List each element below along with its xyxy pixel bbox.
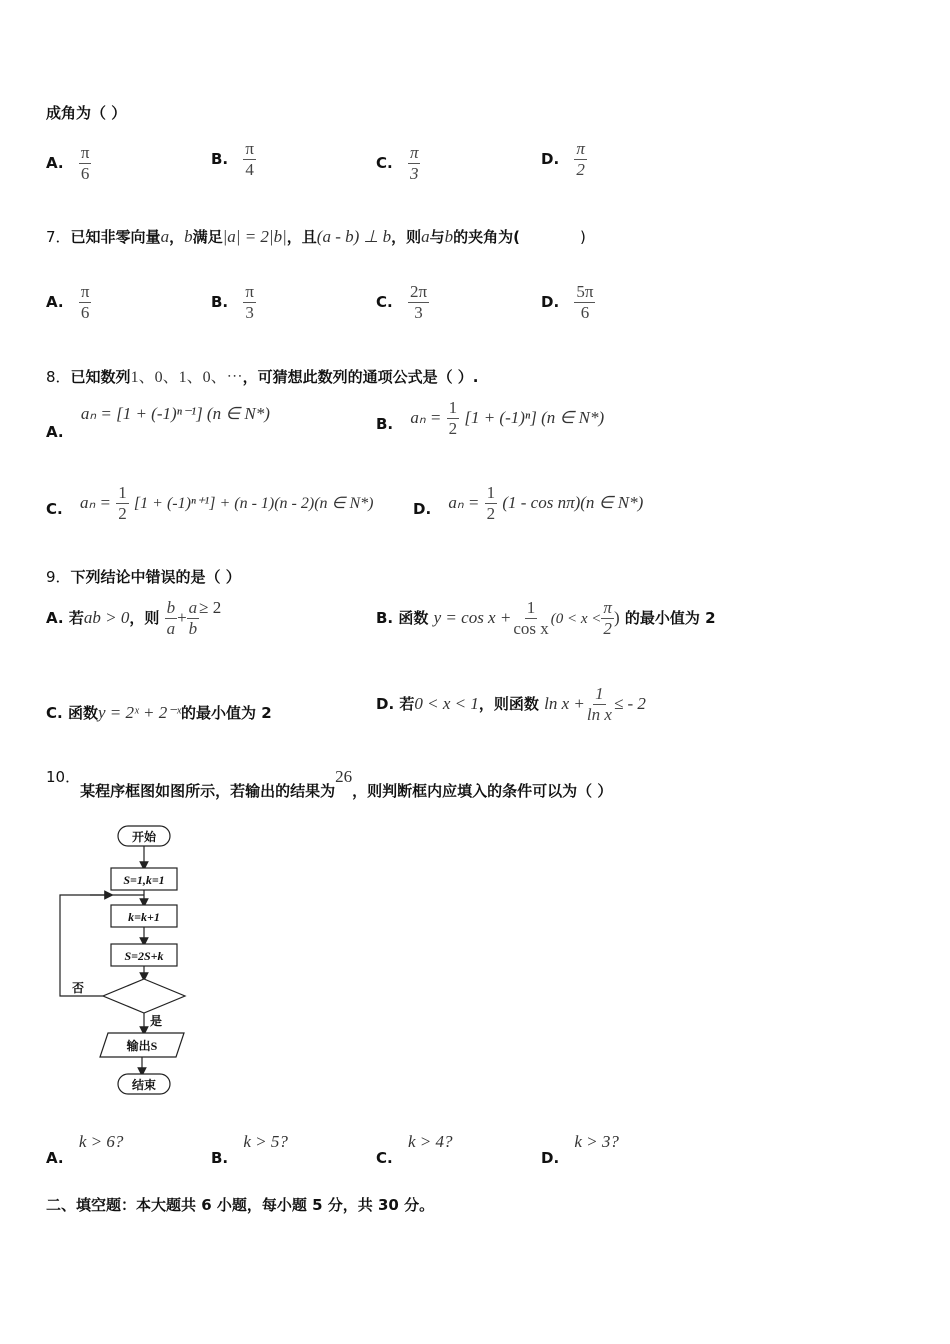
- option-letter: A.: [46, 293, 64, 311]
- q9-option-a[interactable]: [46, 598, 221, 639]
- section-heading: 二、填空题：本大题共 6 小题，每小题 5 分，共 30 分。: [46, 1196, 435, 1214]
- plus-sign: +: [177, 608, 187, 627]
- option-text: ，则: [129, 609, 160, 627]
- option-math: (0 < x <: [550, 611, 602, 627]
- option-letter: A.: [46, 423, 64, 441]
- option-prefix: aₙ =: [448, 493, 480, 512]
- flow-start-label: 开始: [131, 830, 157, 844]
- q7-option-b[interactable]: [211, 282, 256, 323]
- option-fraction: $\frac{\pi}{6}$: [80, 143, 90, 183]
- option-math: ): [613, 608, 620, 627]
- q6-option-c[interactable]: [376, 143, 420, 184]
- flow-step2-label: S=2S+k: [124, 949, 164, 963]
- q6-option-d[interactable]: [541, 139, 587, 180]
- q7-option-a[interactable]: [46, 282, 91, 323]
- q9-option-c[interactable]: [46, 702, 272, 723]
- flow-step1-label: k=k+1: [128, 910, 160, 924]
- option-letter: A.: [46, 609, 64, 627]
- option-math: ≥ 2: [199, 598, 222, 617]
- option-letter: B.: [376, 609, 394, 627]
- option-letter: D.: [541, 150, 560, 168]
- option-letter: C.: [376, 293, 393, 311]
- flow-end-label: 结束: [131, 1078, 157, 1092]
- option-fraction: $\frac{\pi}{2}$: [576, 139, 585, 179]
- q6-option-b[interactable]: [211, 139, 256, 180]
- fraction-b-over-a: $\frac{b}{a}$: [166, 598, 176, 638]
- option-formula: k > 6?: [78, 1132, 124, 1151]
- q8-stem: 8．已知数列1、0、1、0、⋯，可猜想此数列的通项公式是（ ）.: [46, 368, 479, 386]
- option-fraction: $\frac{\pi}{4}$: [245, 139, 254, 179]
- q7-stem: 7．已知非零向量a，b满足|a| = 2|b|，且(a - b) ⊥ b，则a与b的夹角为( ): [46, 227, 586, 246]
- q6-option-a[interactable]: [46, 143, 91, 184]
- q9-stem: 9．下列结论中错误的是（ ）: [46, 568, 241, 586]
- flowchart: [50, 822, 200, 1102]
- option-letter: C.: [376, 154, 393, 172]
- option-text: 函数: [67, 704, 98, 722]
- option-fraction: $\frac{1}{2}$: [448, 398, 458, 438]
- option-text: 函数: [398, 609, 429, 627]
- option-formula: k > 4?: [407, 1132, 453, 1151]
- fraction-pi-over-2: $\frac{\pi}{2}$: [603, 598, 612, 638]
- option-text: 若: [68, 609, 84, 627]
- option-fraction: $\frac{\pi}{3}$: [409, 143, 419, 183]
- q6-stem-tail: 成角为（ ）: [46, 104, 127, 122]
- option-math: ab > 0: [83, 608, 130, 627]
- option-prefix: aₙ =: [79, 493, 111, 512]
- option-letter: A.: [46, 1149, 64, 1167]
- option-letter: A.: [46, 154, 64, 172]
- option-formula: k > 5?: [243, 1132, 288, 1151]
- option-formula: [1 + (-1)ⁿ⁺¹] + (n - 1)(n - 2)(n ∈ N*): [133, 495, 374, 512]
- flow-decision-node: [103, 979, 185, 1013]
- flow-yes-label: 是: [149, 1014, 163, 1028]
- option-fraction: $\frac{2\pi}{3}$: [409, 282, 428, 322]
- option-text: 的最小值为 2: [624, 609, 716, 627]
- option-letter: C.: [46, 500, 63, 518]
- option-fraction: $\frac{1}{2}$: [486, 483, 496, 523]
- q10-option-c[interactable]: [376, 1132, 453, 1167]
- option-letter: B.: [211, 1149, 229, 1167]
- option-letter: B.: [376, 415, 394, 433]
- q7-option-c[interactable]: [376, 282, 429, 323]
- option-math: y = 2ˣ + 2⁻ˣ: [97, 703, 182, 722]
- fraction-a-over-b: $\frac{a}{b}$: [188, 598, 198, 638]
- option-fraction: $\frac{5\pi}{6}$: [576, 282, 594, 322]
- flow-output-label: 输出S: [126, 1039, 158, 1053]
- option-fraction: $\frac{\pi}{6}$: [80, 282, 90, 322]
- q8-option-a[interactable]: [46, 404, 270, 441]
- option-fraction: $\frac{1}{2}$: [118, 483, 127, 523]
- option-formula: aₙ = [1 + (-1)ⁿ⁻¹] (n ∈ N*): [80, 404, 270, 423]
- q7-option-d[interactable]: [541, 282, 595, 323]
- option-text: 若: [399, 695, 415, 713]
- option-letter: D.: [541, 293, 560, 311]
- fraction-1-over-cosx: $\frac{1}{\text{cos x}}$: [513, 598, 549, 638]
- option-formula: k > 3?: [574, 1132, 619, 1151]
- option-math: 0 < x < 1: [414, 694, 479, 713]
- q8-option-d[interactable]: [413, 483, 643, 524]
- q9-option-b[interactable]: [376, 598, 716, 639]
- q10-stem: 10．某程序框图如图所示，若输出的结果为26，则判断框内应填入的条件可以为（ ）: [46, 767, 613, 800]
- option-math: ≤ - 2: [613, 694, 646, 713]
- option-letter: D.: [541, 1149, 560, 1167]
- option-fraction: $\frac{\pi}{3}$: [245, 282, 254, 322]
- option-prefix: aₙ =: [410, 408, 442, 427]
- q10-option-b[interactable]: [211, 1132, 288, 1167]
- flow-no-label: 否: [71, 981, 85, 995]
- option-formula: (1 - cos nπ)(n ∈ N*): [502, 493, 644, 512]
- q9-option-d[interactable]: [376, 684, 646, 725]
- flow-init-label: S=1,k=1: [123, 873, 165, 887]
- option-letter: B.: [211, 150, 229, 168]
- q10-option-d[interactable]: [541, 1132, 619, 1167]
- option-letter: C.: [46, 704, 63, 722]
- fraction-1-over-lnx: $\frac{1}{\text{ln x}}$: [586, 684, 612, 724]
- q8-option-b[interactable]: [376, 398, 604, 439]
- option-letter: B.: [211, 293, 229, 311]
- option-letter: D.: [376, 695, 395, 713]
- option-formula: [1 + (-1)ⁿ] (n ∈ N*): [464, 408, 605, 427]
- option-text: 的最小值为 2: [181, 704, 272, 722]
- option-letter: C.: [376, 1149, 393, 1167]
- option-math: y = cos x +: [433, 608, 512, 627]
- option-letter: D.: [413, 500, 432, 518]
- option-math: ln x +: [544, 694, 585, 713]
- q8-option-c[interactable]: [46, 483, 373, 524]
- q10-option-a[interactable]: [46, 1132, 124, 1167]
- option-text: ，则函数: [478, 695, 539, 713]
